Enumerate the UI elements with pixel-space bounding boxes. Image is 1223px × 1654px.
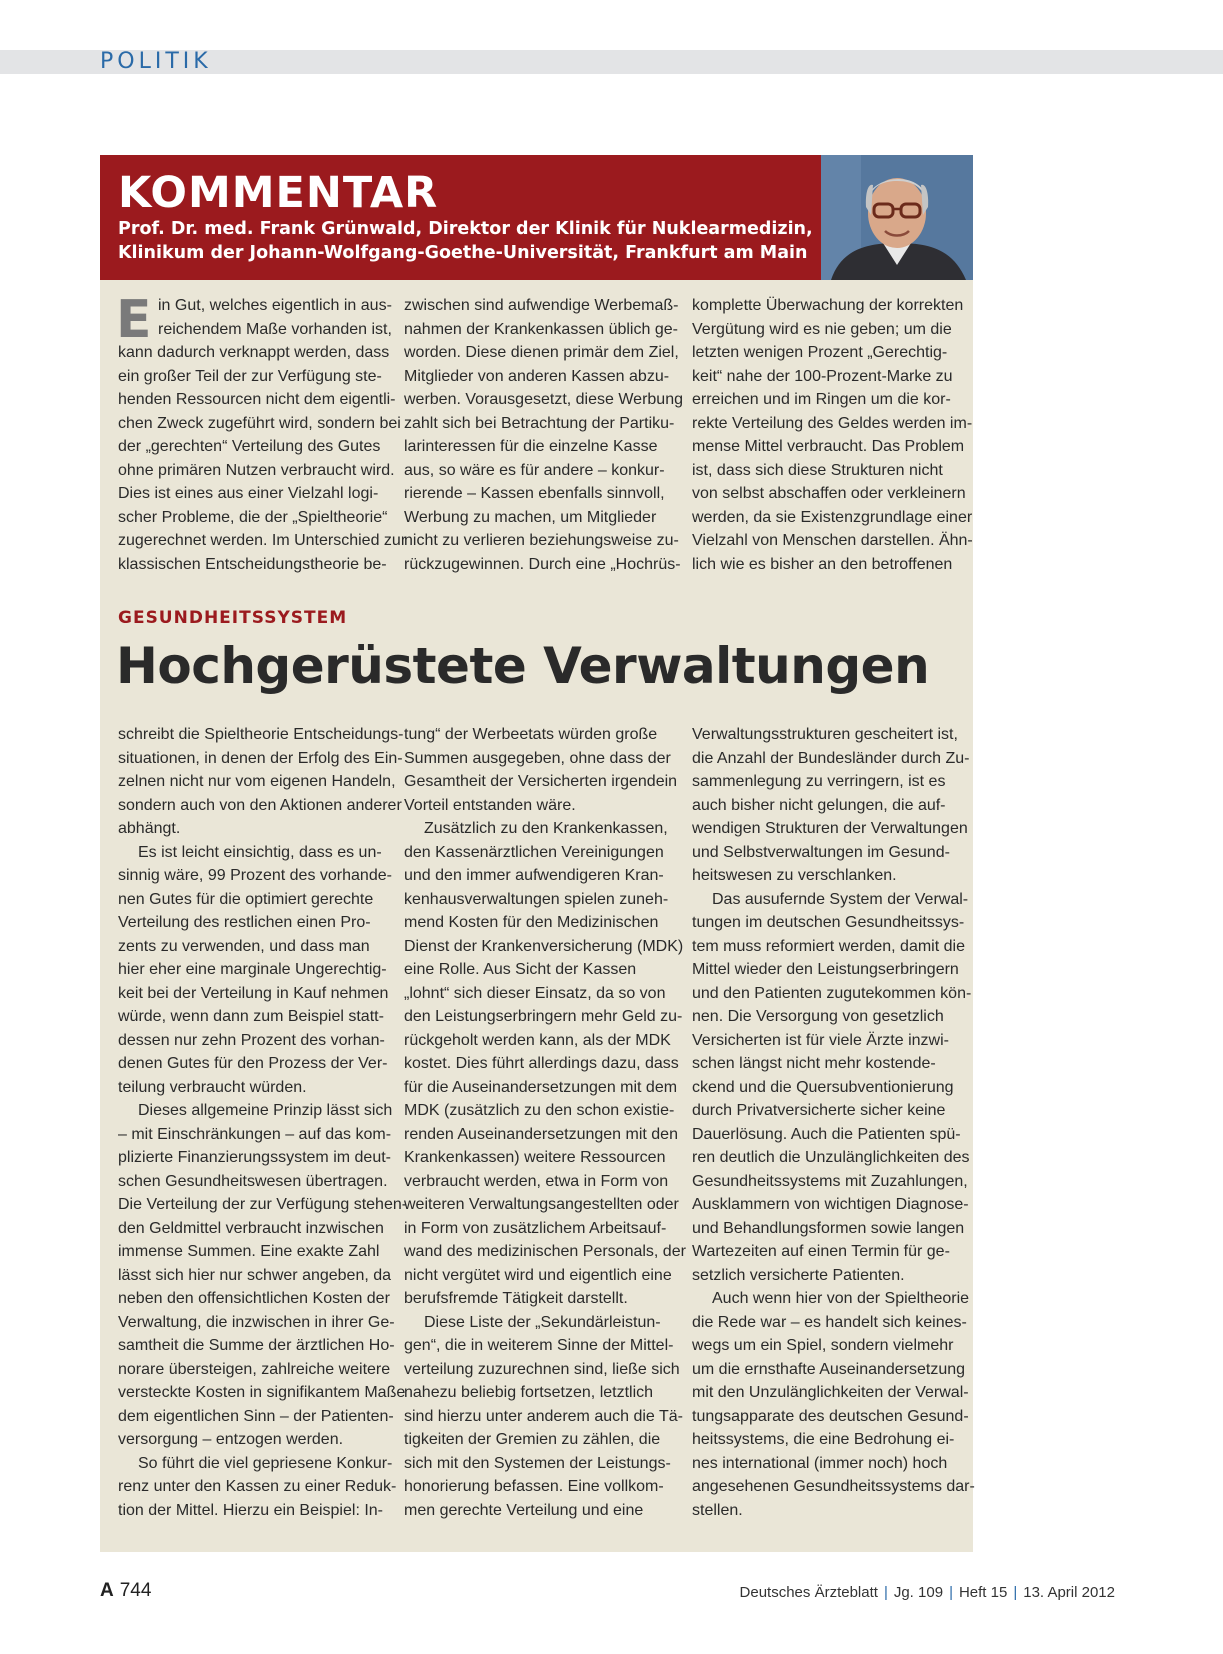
intro-line: henden Ressourcen nicht dem eigentli- [118,391,396,408]
page-prefix: A [100,1580,114,1601]
body-line: und den Patienten zugutekommen kön- [692,984,972,1002]
body-line: dessen nur zehn Prozent des vorhan- [118,1031,385,1049]
page-number [100,1580,151,1602]
intro-line: rierende – Kassen ebenfalls sinnvoll, [404,485,665,502]
body-line: kostet. Dies führt allerdings dazu, dass [404,1055,679,1072]
body-line: Verwaltungsstrukturen gescheitert ist, [692,726,958,743]
journal-name: Deutsches Ärzteblatt [739,1584,878,1601]
body-line: verteilung zuzurechnen sind, ließe sich [404,1360,680,1378]
body-line: mit den Unzulänglichkeiten der Verwal- [692,1384,969,1401]
body-line: heitswesen zu verschlanken. [692,867,897,884]
body-line: renden Auseinandersetzungen mit den [404,1125,678,1143]
separator: | [1013,1584,1018,1601]
body-line: berufsfremde Tätigkeit darstellt. [404,1290,628,1307]
body-line: mend Kosten für den Medizinischen [404,914,659,931]
author-line-1: Prof. Dr. med. Frank Grünwald, Direktor der Klinik für Nuklearmedizin, [118,219,813,239]
intro-line: von selbst abschaffen oder verkleinern [692,485,966,502]
body-column-2 [404,723,686,1522]
body-line: versorgung – entzogen werden. [118,1431,344,1448]
body-line: situationen, in denen der Erfolg des Ein- [118,749,403,767]
intro-line: ist, dass sich diese Strukturen nicht [692,461,943,479]
intro-line: reichendem Maße vorhanden ist, [158,320,392,338]
body-line: den Leistungserbringern mehr Geld zu- [404,1008,683,1025]
body-column-3 [692,723,975,1522]
intro-line: lich wie es bisher an den betroffenen [692,555,953,573]
intro-column-1 [116,290,407,576]
body-line: Die Verteilung der zur Verfügung stehen- [118,1196,408,1213]
intro-line: kann dadurch verknappt werden, dass [118,344,390,361]
body-line: tion der Mittel. Hierzu ein Beispiel: In- [118,1501,383,1519]
body-line: versteckte Kosten in signifikantem Maße [118,1384,406,1401]
intro-line: komplette Überwachung der korrekten [692,297,964,314]
intro-line: der „gerechten“ Verteilung des Gutes [118,438,381,455]
body-line: Ausklammern von wichtigen Diagnose- [692,1196,969,1213]
body-line: für die Auseinandersetzungen mit dem [404,1078,678,1096]
body-line: den Kassenärztlichen Vereinigungen [404,843,664,861]
body-line: honorierung befassen. Eine vollkom- [404,1478,664,1495]
body-line: angesehenen Gesundheitssystems dar- [692,1478,975,1495]
body-line: renz unter den Kassen zu einer Reduk- [118,1478,397,1495]
page-number-value: 744 [119,1580,152,1601]
intro-line: Dies ist eines aus einer Vielzahl logi- [118,485,379,502]
intro-line: keit“ nahe der 100-Prozent-Marke zu [692,367,953,385]
body-line: in Form von zusätzlichem Arbeitsauf- [404,1219,667,1237]
body-line: Wartezeiten auf einen Termin für ge- [692,1243,950,1260]
body-line: den Geldmittel verbraucht inzwischen [118,1219,384,1237]
separator: | [949,1584,953,1601]
body-line: Versicherten ist für viele Ärzte inzwi- [692,1031,949,1049]
author-line-2: Klinikum der Johann-Wolfgang-Goethe-Universität, Frankfurt am Main [118,243,808,263]
body-line: tungen im deutschen Gesundheitssys- [692,914,965,931]
body-line: Gesundheitssystems mit Zuzahlungen, [692,1172,968,1190]
intro-line: zugerechnet werden. Im Unterschied zur [118,532,407,549]
body-line: sind hierzu unter anderem auch die Tä- [404,1407,683,1425]
body-line: tungsapparate des deutschen Gesund- [692,1407,969,1425]
body-line: nahezu beliebig fortsetzen, letztlich [404,1384,654,1401]
intro-line: larinteressen für die einzelne Kasse [404,438,658,455]
body-line: tem muss reformiert werden, damit die [692,937,965,955]
author-portrait [821,155,973,280]
body-line: um die ernsthafte Auseinandersetzung [692,1360,966,1378]
intro-line: worden. Diese dienen primär dem Ziel, [404,344,679,361]
intro-line: aus, so wäre es für andere – konkur- [404,461,665,479]
body-line: wegs um ein Spiel, sondern vielmehr [692,1337,954,1354]
body-line: denen Gutes für den Prozess der Ver- [118,1055,388,1072]
body-line: Gesamtheit der Versicherten irgendein [404,773,678,790]
journal-volume: Jg. 109 [893,1584,944,1601]
body-line: Zusätzlich zu den Krankenkassen, [424,820,668,837]
body-line: wendigen Strukturen der Verwaltungen [692,820,968,837]
body-line: weiteren Verwaltungsangestellten oder [404,1196,679,1213]
body-line: dem eigentlichen Sinn – der Patienten- [118,1407,394,1425]
intro-column-2 [404,294,683,576]
body-line: und Selbstverwaltungen im Gesund- [692,843,950,861]
intro-line: rekte Verteilung des Geldes werden im- [692,414,973,432]
body-line: sondern auch von den Aktionen anderer [118,796,402,814]
journal-info [740,1584,1115,1601]
body-line: kenhausverwaltungen spielen zuneh- [404,890,669,908]
body-line: tung“ der Werbeetats würden große [404,726,658,743]
body-line: norare übersteigen, zahlreiche weitere [118,1360,391,1378]
body-line: stellen. [692,1501,743,1519]
intro-line: rückzugewinnen. Durch eine „Hochrüs- [404,555,681,573]
body-line: Dieses allgemeine Prinzip lässt sich [138,1102,393,1119]
body-line: Verwaltung, die inzwischen in ihrer Ge- [118,1313,395,1331]
author-info [118,217,818,265]
intro-column-3 [692,294,973,576]
separator: | [883,1584,888,1601]
intro-line: ein großer Teil der zur Verfügung ste- [118,367,382,385]
body-line: Diese Liste der „Sekundärleistun- [424,1313,661,1331]
body-line: „lohnt“ sich dieser Einsatz, da so von [404,984,666,1002]
intro-line: letzten wenigen Prozent „Gerechtig- [692,344,948,361]
body-column-1 [118,723,407,1522]
comment-header [100,155,821,280]
intro-line: Vielzahl von Menschen darstellen. Ähn- [692,532,973,549]
body-line: ren deutlich die Unzulänglichkeiten des [692,1149,970,1166]
intro-line: chen Zweck zugeführt wird, sondern bei [118,414,401,432]
body-line: rückgeholt werden kann, als der MDK [404,1031,671,1049]
body-line: sammenlegung zu verringern, ist es [692,773,946,790]
body-line: zents zu verwenden, und dass man [118,937,370,955]
body-line: keit bei der Verteilung in Kauf nehmen [118,984,389,1002]
intro-line: klassischen Entscheidungstheorie be- [118,555,387,573]
body-line: Dauerlösung. Auch die Patienten spü- [692,1125,961,1143]
intro-line: Vergütung wird es nie geben; um die [692,320,952,338]
intro-line: mense Mittel verbraucht. Das Problem [692,438,965,455]
body-line: tigkeiten der Gremien zu zählen, die [404,1431,661,1448]
journal-issue: Heft 15 [958,1584,1008,1601]
intro-line: erreichen und im Ringen um die kor- [692,391,951,408]
body-line: sich mit den Systemen der Leistungs- [404,1454,671,1472]
comment-label: KOMMENTAR [118,168,439,218]
body-line: neben den offensichtlichen Kosten der [118,1290,390,1307]
body-line: und Behandlungsformen sowie langen [692,1219,965,1237]
body-line: Mittel wieder den Leistungserbringern [692,961,959,978]
body-line: eine Rolle. Aus Sicht der Kassen [404,961,637,978]
intro-line: Mitglieder von anderen Kassen abzu- [404,367,670,385]
body-line: – mit Einschränkungen – auf das kom- [118,1125,392,1143]
intro-line: werden, da sie Existenzgrundlage einer [692,508,973,526]
body-line: nen Gutes für die optimiert gerechte [118,890,374,908]
body-line: So führt die viel gepriesene Konkur- [138,1454,393,1472]
body-line: Vorteil entstanden wäre. [404,796,576,814]
body-line: Es ist leicht einsichtig, dass es un- [138,843,382,861]
body-line: lässt sich hier nur schwer angeben, da [118,1266,392,1284]
author-portrait-image [821,155,973,280]
body-line: men gerechte Verteilung und eine [404,1501,644,1519]
body-line: teilung verbraucht würden. [118,1078,307,1096]
body-line: durch Privatversicherte sicher keine [692,1102,946,1119]
body-line: schreibt die Spieltheorie Entscheidungs- [118,726,404,743]
body-line: zelnen nicht nur vom eigenen Handeln, [118,773,396,790]
body-line: nicht vergütet wird und eigentlich eine [404,1266,672,1284]
article-kicker: GESUNDHEITSSYSTEM [118,608,348,628]
body-line: Auch wenn hier von der Spieltheorie [712,1290,970,1307]
body-line: plizierte Finanzierungssystem im deut- [118,1149,391,1166]
intro-line: zahlt sich bei Betrachtung der Partiku- [404,414,675,432]
body-line: Summen ausgegeben, ohne dass der [404,749,671,767]
body-line: wand des medizinischen Personals, der [404,1243,686,1260]
intro-line: zwischen sind aufwendige Werbemaß- [404,297,679,314]
body-line: nen. Die Versorgung von gesetzlich [692,1008,944,1025]
body-line: ckend und die Quersubventionierung [692,1078,954,1096]
body-line: Krankenkassen) weitere Ressourcen [404,1149,666,1166]
journal-date: 13. April 2012 [1023,1584,1115,1601]
body-line: setzlich versicherte Patienten. [692,1266,905,1284]
body-line: verbraucht werden, etwa in Form von [404,1172,669,1190]
intro-line: nicht zu verlieren beziehungsweise zu- [404,532,679,549]
body-line: immense Summen. Eine exakte Zahl [118,1243,380,1260]
body-line: die Anzahl der Bundesländer durch Zu- [692,749,970,767]
intro-line: werben. Vorausgesetzt, diese Werbung [404,391,683,408]
body-line: hier eher eine marginale Ungerechtig- [118,961,387,978]
section-label: POLITIK [100,49,212,74]
body-line: schen längst nicht mehr kostende- [692,1055,936,1072]
body-line: Das ausufernde System der Verwal- [712,890,969,908]
body-line: MDK (zusätzlich zu den schon existie- [404,1102,675,1119]
body-line: die Rede war – es handelt sich keines- [692,1313,967,1331]
body-line: würde, wenn dann zum Beispiel statt- [118,1008,384,1025]
intro-line: nahmen der Krankenkassen üblich ge- [404,320,678,338]
body-line: samtheit die Summe der ärztlichen Ho- [118,1337,395,1354]
intro-line: Werbung zu machen, um Mitglieder [404,508,657,526]
drop-cap: E [116,290,152,350]
intro-line: ohne primären Nutzen verbraucht wird. [118,461,395,479]
body-line: gen“, die in weiterem Sinne der Mittel- [404,1337,674,1354]
body-line: nes international (immer noch) hoch [692,1454,948,1472]
body-line: abhängt. [118,820,181,837]
body-line: sinnig wäre, 99 Prozent des vorhande- [118,867,392,884]
article-headline: Hochgerüstete Verwaltungen [116,637,930,695]
body-line: heitssystems, die eine Bedrohung ei- [692,1431,955,1448]
body-line: Verteilung des restlichen einen Pro- [118,914,371,931]
intro-line: scher Probleme, die der „Spieltheorie“ [118,508,388,526]
body-line: Dienst der Krankenversicherung (MDK) [404,937,684,955]
body-line: und den immer aufwendigeren Kran- [404,867,664,884]
body-line: auch bisher nicht gelungen, die auf- [692,796,946,814]
body-line: schen Gesundheitswesen übertragen. [118,1172,388,1190]
intro-line: in Gut, welches eigentlich in aus- [158,297,392,314]
